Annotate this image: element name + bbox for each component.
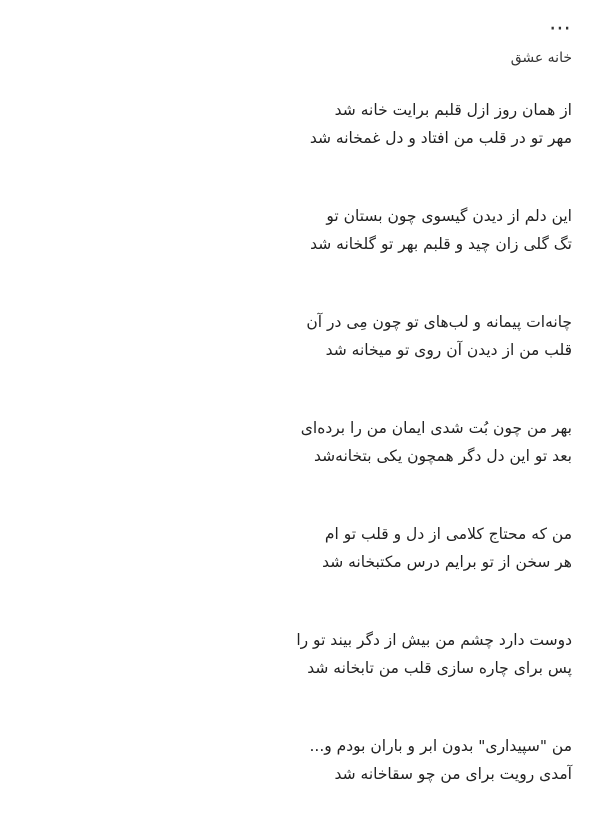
stanza-3 <box>52 308 572 364</box>
poem-line: از همان روز ازل قلبم برایت خانه شد <box>334 101 572 119</box>
poem-line: این دلم از دیدن گیسوی چون بستان تو <box>326 207 572 225</box>
poem-line: مهر تو در قلب من افتاد و دل غمخانه شد <box>309 129 572 147</box>
poem-line: من "سپیداری" بدون ابر و باران بودم و... <box>309 737 572 755</box>
more-options-icon[interactable]: ⋯ <box>549 16 572 41</box>
poem-line: قلب من از دیدن آن روی تو میخانه شد <box>325 341 572 359</box>
poem-title: خانه عشق <box>510 50 572 66</box>
stanza-2 <box>52 202 572 258</box>
poem-body <box>52 96 572 838</box>
poem-line: تگ گلی زان چید و قلبم بهر تو گلخانه شد <box>310 235 572 253</box>
stanza-1 <box>52 96 572 152</box>
poem-line: هر سخن از تو برایم درس مکتبخانه شد <box>322 553 572 571</box>
poem-line: من که محتاج کلامی از دل و قلب تو ام <box>324 525 572 543</box>
poem-line: بعد تو این دل دگر همچون یکی بتخانه‌شد <box>314 447 572 465</box>
poem-line: دوست دارد چشم من بیش از دگر بیند تو را <box>296 631 572 649</box>
poem-line: پس برای چاره سازی قلب من تابخانه شد <box>307 659 572 677</box>
stanza-4 <box>52 414 572 470</box>
stanza-6 <box>52 626 572 682</box>
poem-line: چانه‌ات پیمانه و لب‌های تو چون مِی در آن <box>306 313 572 331</box>
stanza-5 <box>52 520 572 576</box>
poem-line: بهر من چون بُت شدی ایمان من را برده‌ای <box>300 419 572 437</box>
stanza-7 <box>52 732 572 788</box>
poem-line: آمدی رویت برای من چو سقاخانه شد <box>334 765 572 783</box>
